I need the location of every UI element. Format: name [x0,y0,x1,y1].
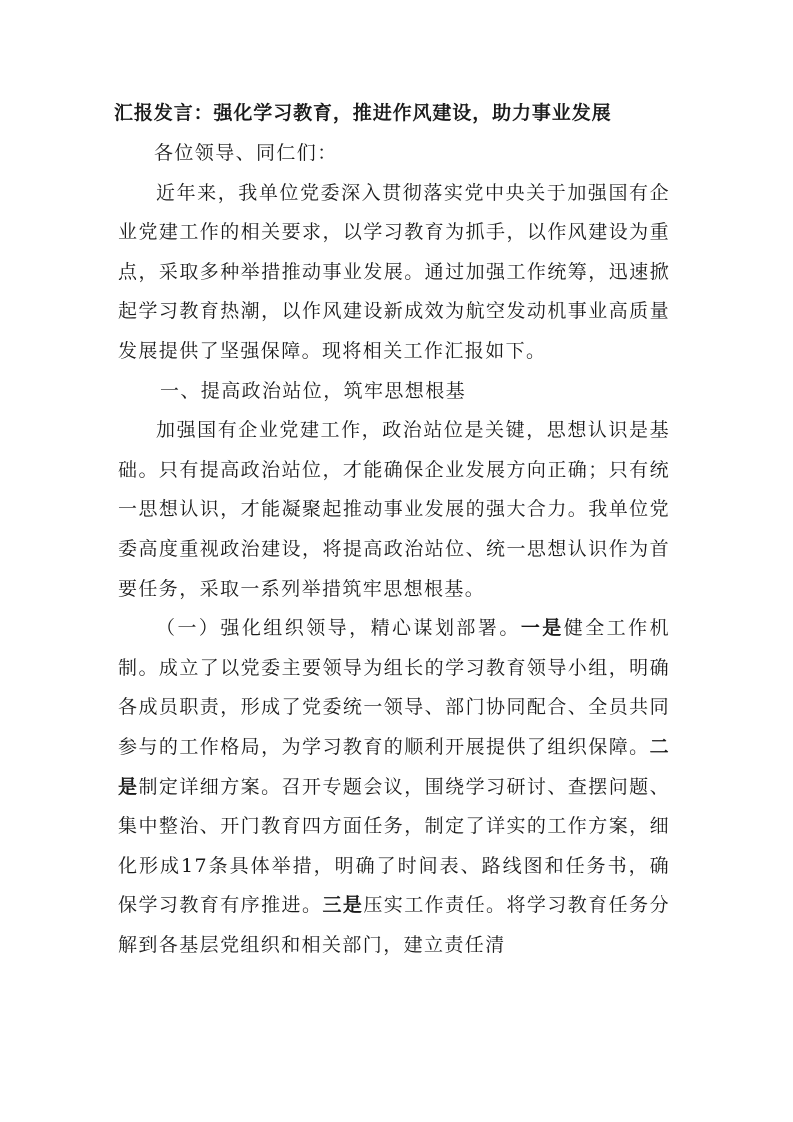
subsection-1-paragraph [118,609,670,965]
section-heading-1: 一、提高政治站位，筑牢思想根基 [160,379,467,402]
point-1-label: 一是 [520,617,564,640]
point-3-text: 压实工作责任。将学习教育任务分解到各基层党组织和相关部门，建立责任清 [118,894,670,956]
document-page [114,92,670,965]
point-2-label: 二是 [118,735,670,798]
point-1-text: 健全工作机制。成立了以党委主要领导为组长的学习教育领导小组，明确各成员职责，形成了党委统一领导、部门协同配合、全员共同参与的工作格局，为学习教育的顺利开展提供了组织保障。 [118,617,670,758]
intro-paragraph: 近年来，我单位党委深入贯彻落实党中央关于加强国有企业党建工作的相关要求，以学习教育为抓手，以作风建设为重点，采取多种举措推动事业发展。通过加强工作统筹，迅速掀起学习教育热潮，以作风建设新成效为航空发动机事业高质量发展提供了坚强保障。现将相关工作汇报如下。 [118,181,670,362]
point-2-text: 制定详细方案。召开专题会议，围绕学习研讨、查摆问题、集中整治、开门教育四方面任务，制定了详实的工作方案，细化形成17条具体举措，明确了时间表、路线图和任务书，确保学习教育有序推进。 [118,775,670,917]
section-1-paragraph: 加强国有企业党建工作，政治站位是关键，思想认识是基础。只有提高政治站位，才能确保企业发展方向正确；只有统一思想认识，才能凝聚起推动事业发展的强大合力。我单位党委高度重视政治建设，将提高政治站位、统一思想认识作为首要任务，采取一系列举措筑牢思想根基。 [118,419,670,600]
subsection-1-heading: （一）强化组织领导，精心谋划部署。 [156,617,521,640]
document-title: 汇报发言：强化学习教育，推进作风建设，助力事业发展 [114,102,612,124]
point-3-label: 三是 [322,894,364,917]
greeting-paragraph: 各位领导、同仁们： [154,142,338,164]
